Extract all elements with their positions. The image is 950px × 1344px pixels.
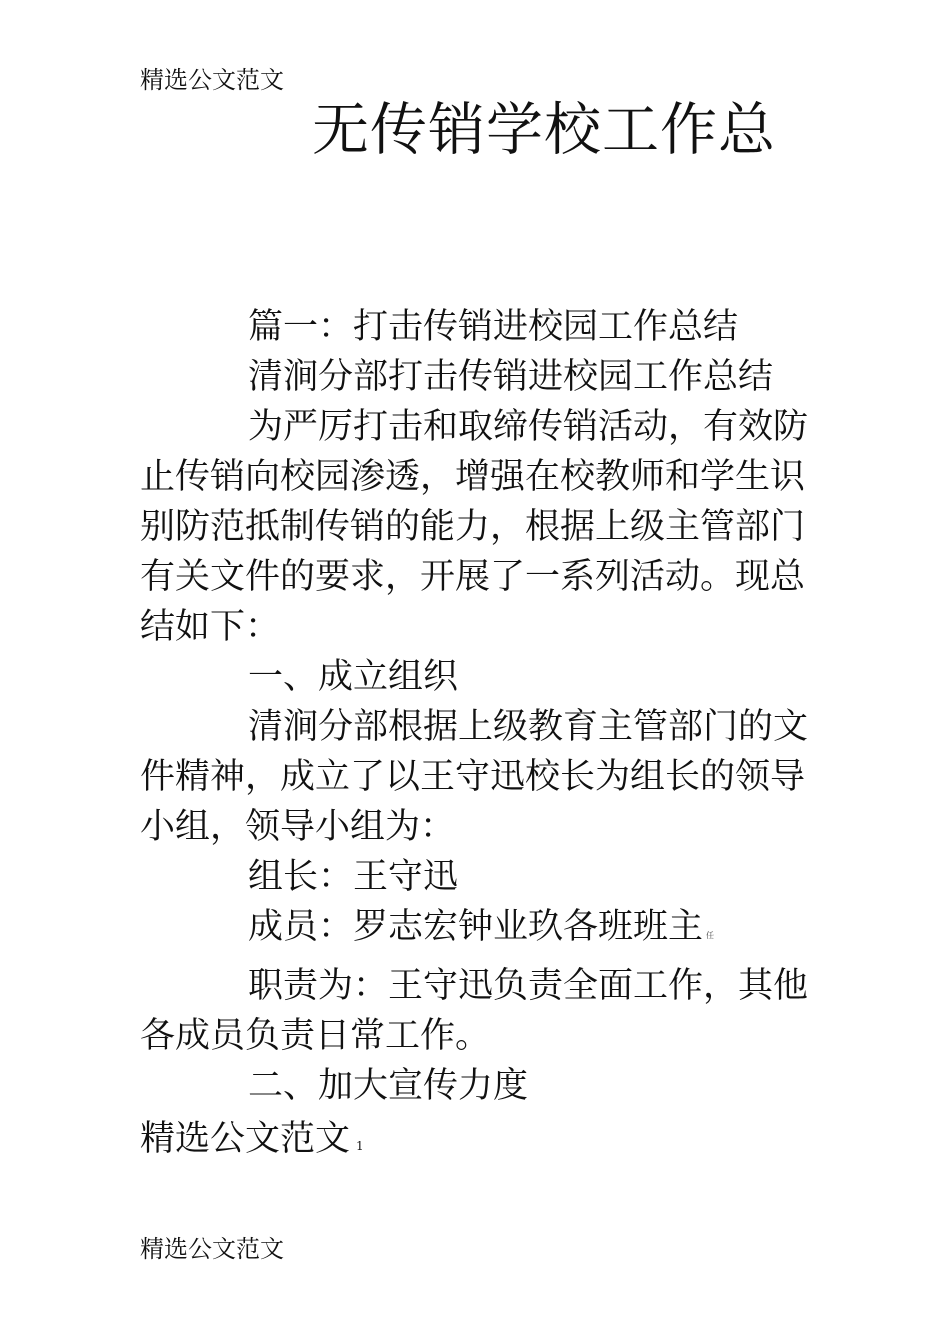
- document-body: [140, 302, 830, 1111]
- next-page-header: 精选公文范文: [140, 1235, 284, 1263]
- members-tail-mark: 任: [706, 931, 715, 940]
- members-line: [140, 902, 830, 961]
- footer-text: 精选公文范文: [140, 1119, 351, 1159]
- page-footer: [140, 1115, 364, 1170]
- page-number: 1: [356, 1139, 364, 1153]
- section-heading-publicity: 二、加大宣传力度: [248, 1066, 529, 1106]
- leader-line: 组长：王守迅: [248, 857, 459, 897]
- section-heading-1: 篇一：打击传销进校园工作总结: [248, 307, 739, 347]
- document-title: 无传销学校工作总: [312, 97, 776, 163]
- page-header: 精选公文范文: [140, 66, 284, 94]
- organization-paragraph: 清涧分部根据上级教育主管部门的文件精神，成立了以王守迅校长为组长的领导小组，领导小组为：: [140, 707, 809, 847]
- duties-paragraph: 职责为：王守迅负责全面工作，其他各成员负责日常工作。: [140, 966, 809, 1056]
- members-text: 成员：罗志宏钟业玖各班班主: [248, 907, 704, 947]
- section-heading-organization: 一、成立组织: [248, 657, 459, 697]
- subtitle-paragraph: 清涧分部打击传销进校园工作总结: [248, 357, 774, 397]
- intro-paragraph: 为严厉打击和取缔传销活动，有效防止传销向校园渗透，增强在校教师和学生识别防范抵制传销的能力，根据上级主管部门有关文件的要求，开展了一系列活动。现总结如下：: [140, 407, 809, 647]
